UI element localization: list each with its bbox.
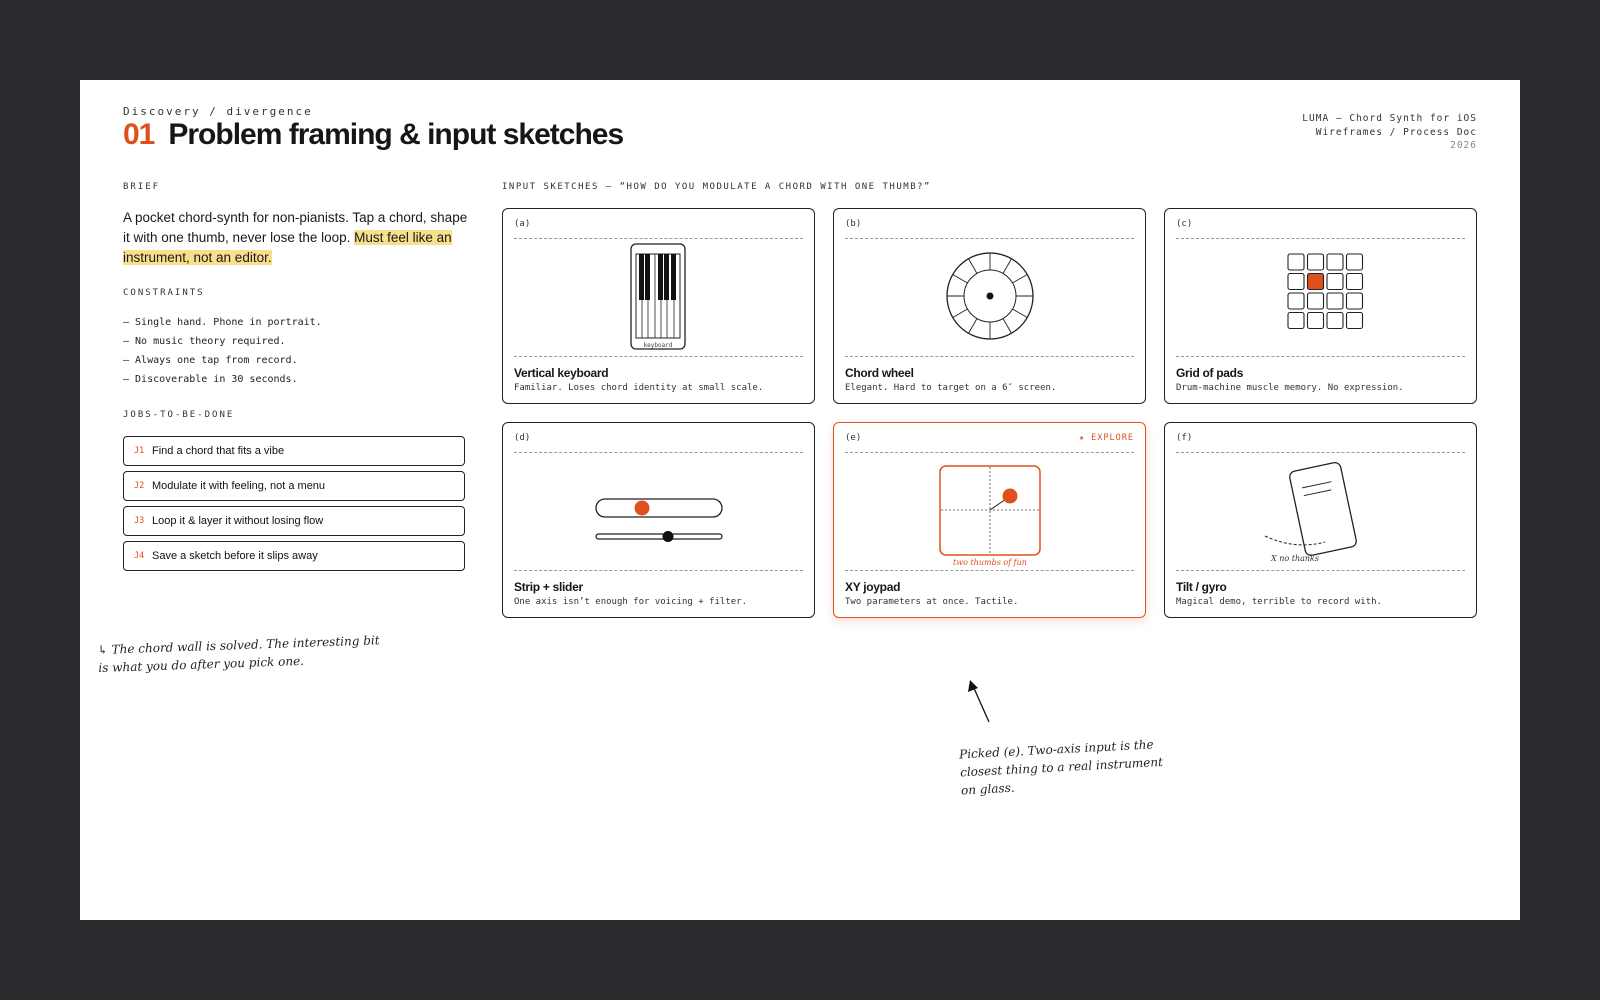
card-letter: (f) [1176, 433, 1193, 443]
divider [1176, 356, 1465, 357]
sketch-card-chord-wheel[interactable] [833, 208, 1146, 404]
card-description: Drum-machine muscle memory. No expression. [1176, 383, 1404, 393]
brief-label: BRIEF [123, 182, 161, 192]
card-title: Strip + slider [514, 580, 583, 594]
card-description: One axis isn’t enough for voicing + filter. [514, 597, 747, 607]
job-text: Find a chord that fits a vibe [152, 445, 285, 457]
constraints-list [123, 313, 322, 389]
card-letter: (a) [514, 219, 531, 229]
job-id: J4 [134, 551, 145, 561]
job-id: J1 [134, 446, 145, 456]
keyboard-sketch [503, 240, 814, 354]
divider [845, 356, 1134, 357]
sketch-grid [502, 208, 1477, 618]
page-title-text: Problem framing & input sketches [168, 118, 624, 151]
divider [514, 452, 803, 453]
divider [845, 570, 1134, 571]
divider [845, 238, 1134, 239]
card-description: Familiar. Loses chord identity at small scale. [514, 383, 764, 393]
divider [1176, 570, 1465, 571]
annotation-picked-e: Picked (e). Two-axis input is the closest thing to a real instrument on glass. [958, 737, 1164, 798]
divider [845, 452, 1134, 453]
card-letter: (e) [845, 433, 862, 443]
card-letter: (c) [1176, 219, 1193, 229]
chord-wheel-sketch [834, 240, 1145, 354]
sketch-card-tilt-gyro[interactable] [1164, 422, 1477, 618]
constraint-item: — Single hand. Phone in portrait. [123, 317, 322, 328]
job-item-j1[interactable] [123, 436, 465, 466]
brief-body: A pocket chord-synth for non-pianists. Tap a chord, shape it with one thumb, never lose the loop. [123, 210, 468, 245]
card-title: Tilt / gyro [1176, 580, 1227, 594]
card-title: Vertical keyboard [514, 366, 609, 380]
constraint-item: — Always one tap from record. [123, 355, 298, 366]
constraints-label: CONSTRAINTS [123, 288, 205, 298]
jobs-list [123, 436, 465, 576]
joypad-caption: two thumbs of fun [953, 558, 1027, 567]
pad-grid-sketch [1165, 240, 1476, 354]
card-title: Grid of pads [1176, 366, 1244, 380]
job-item-j2[interactable] [123, 471, 465, 501]
job-item-j3[interactable] [123, 506, 465, 536]
card-title: XY joypad [845, 580, 901, 594]
divider [1176, 238, 1465, 239]
constraint-item: — No music theory required. [123, 336, 286, 347]
sketch-card-pad-grid[interactable] [1164, 208, 1477, 404]
sketch-card-keyboard[interactable] [502, 208, 815, 404]
explore-badge: ★ EXPLORE [1078, 433, 1134, 443]
job-item-j4[interactable] [123, 541, 465, 571]
meta-doc-type: Wireframes / Process Doc [1315, 126, 1477, 138]
card-letter: (d) [514, 433, 531, 443]
card-description: Elegant. Hard to target on a 6″ screen. [845, 383, 1057, 393]
xy-joypad-sketch [834, 454, 1145, 568]
section-kicker: Discovery / divergence [123, 105, 313, 118]
job-text: Loop it & layer it without losing flow [152, 515, 324, 527]
annotation-chord-wall: ↳ The chord wall is solved. The interesting bit is what you do after you pick one. [97, 633, 380, 676]
process-doc-page [80, 80, 1520, 920]
divider [514, 356, 803, 357]
job-text: Save a sketch before it slips away [152, 550, 318, 562]
sketch-card-xy-joypad[interactable] [833, 422, 1146, 618]
card-description: Magical demo, terrible to record with. [1176, 597, 1382, 607]
page-title [123, 118, 623, 152]
doc-meta [1302, 112, 1477, 153]
sketch-card-strip-slider[interactable] [502, 422, 815, 618]
section-number: 01 [123, 118, 155, 151]
divider [1176, 452, 1465, 453]
job-text: Modulate it with feeling, not a menu [152, 480, 326, 492]
pointer-arrow-icon [960, 678, 1000, 728]
divider [514, 570, 803, 571]
keyboard-caption: keyboard [643, 342, 673, 349]
jobs-label: JOBS-TO-BE-DONE [123, 410, 235, 420]
card-description: Two parameters at once. Tactile. [845, 597, 1019, 607]
sketches-label: INPUT SKETCHES — “HOW DO YOU MODULATE A CHORD WITH ONE THUMB?” [502, 182, 931, 192]
card-title: Chord wheel [845, 366, 914, 380]
strip-slider-sketch [503, 454, 814, 568]
constraint-item: — Discoverable in 30 seconds. [123, 374, 298, 385]
brief-highlight: Must feel like an instrument, not an editor. [123, 230, 452, 265]
meta-year: 2026 [1450, 140, 1477, 151]
tilt-gyro-sketch [1165, 454, 1476, 568]
meta-project: LUMA — Chord Synth for iOS [1302, 113, 1477, 124]
tilt-caption: X no thanks [1271, 554, 1319, 563]
job-id: J2 [134, 481, 145, 491]
brief-text [123, 208, 468, 268]
card-letter: (b) [845, 219, 862, 229]
divider [514, 238, 803, 239]
job-id: J3 [134, 516, 145, 526]
